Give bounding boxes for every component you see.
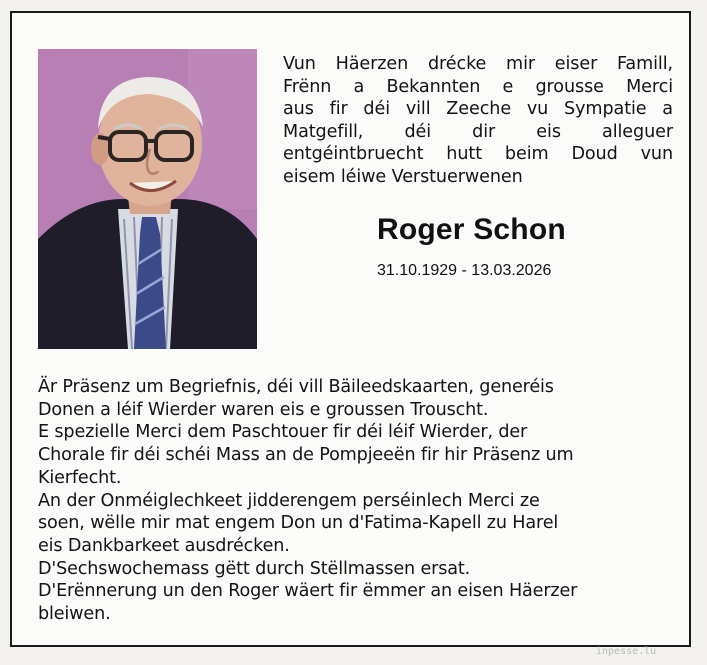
deceased-name: Roger Schon — [377, 213, 566, 246]
body-line: Är Präsenz um Begriefnis, déi vill Bäileedskaarten, generéis — [38, 377, 554, 397]
life-dates: 31.10.1929 - 13.03.2026 — [377, 262, 552, 279]
body-line: bleiwen. — [38, 604, 111, 625]
obituary-notice — [10, 11, 691, 647]
body-line: D'Erënnerung un den Roger wäert fir ëmmer an eisen Häerzer — [38, 581, 578, 602]
intro-text — [283, 53, 673, 189]
intro-line: aus fir déi vill Zeeche vu Sympatie a — [283, 99, 673, 120]
body-line: eis Dankbarkeet ausdrécken. — [38, 535, 290, 556]
intro-line: eisem léiwe Verstuerwenen — [283, 166, 523, 187]
body-line: soen, wëlle mir mat engem Don un d'Fatima-Kapell zu Harel — [38, 513, 559, 534]
thank-you-text — [38, 376, 678, 626]
intro-line: Vun Häerzen drécke mir eiser Famill, — [283, 54, 673, 74]
portrait-illustration — [38, 49, 257, 349]
intro-line: entgéintbruecht hutt beim Doud vun — [283, 144, 673, 165]
body-line: Chorale fir déi schéi Mass an de Pompjeeën fir hir Präsenz um — [38, 445, 574, 466]
body-line: D'Sechswochemass gëtt durch Stëllmassen ersat. — [38, 558, 471, 579]
body-line: Donen a léif Wierder waren eis e groussen Trouscht. — [38, 399, 489, 420]
body-line: E spezielle Merci dem Paschtouer fir déi léif Wierder, der — [38, 422, 528, 443]
intro-line: Frënn a Bekannten e grousse Merci — [283, 76, 673, 97]
body-line: An der Onméiglechkeet jidderengem perséinlech Merci ze — [38, 490, 540, 511]
watermark: inpesse.lu — [596, 646, 657, 657]
portrait-photo — [38, 49, 257, 349]
body-line: Kierfecht. — [38, 467, 122, 488]
intro-line: Matgefill, déi dir eis alleguer — [283, 121, 673, 142]
